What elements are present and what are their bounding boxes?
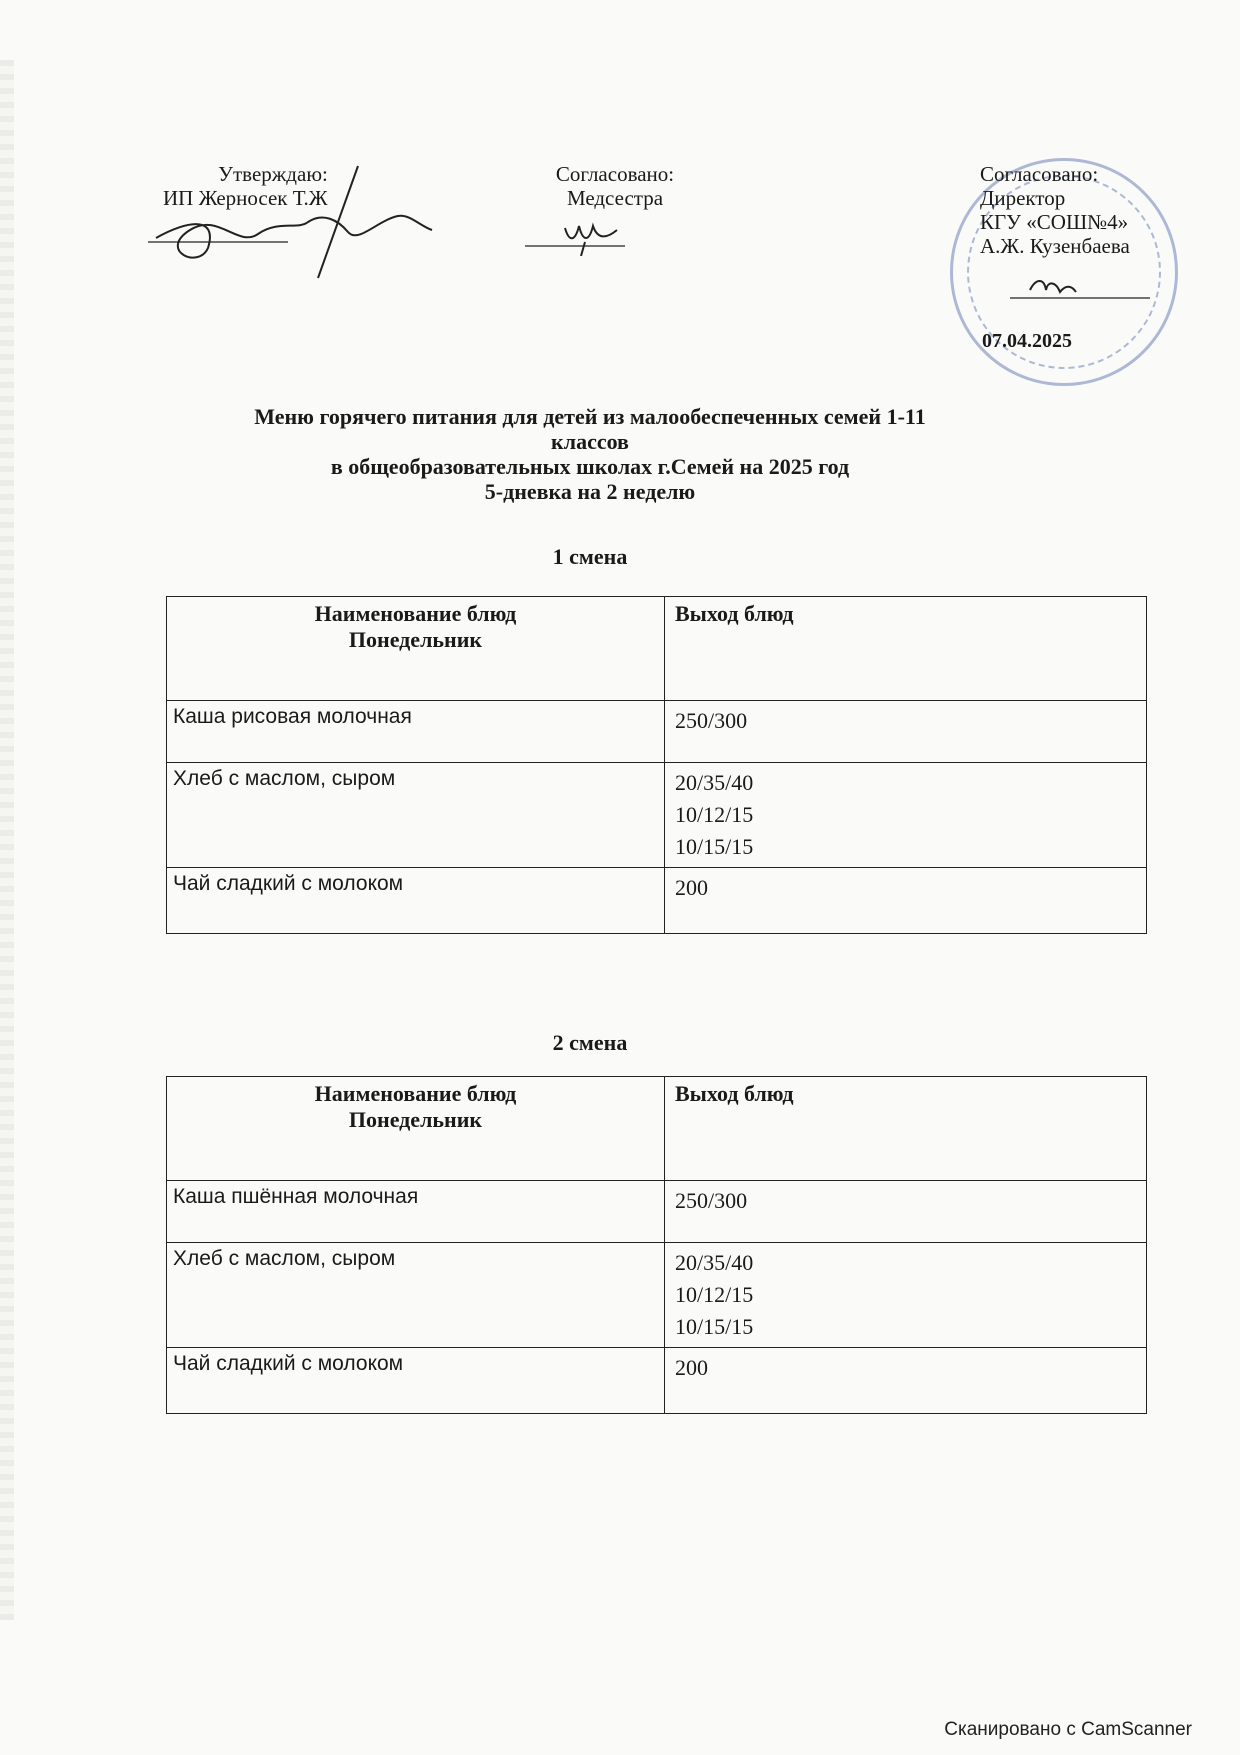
document-title [160, 404, 1020, 504]
menu-table-shift-1 [166, 596, 1147, 934]
header-dish-name: Наименование блюд Понедельник [167, 597, 665, 701]
table-row [167, 1348, 1147, 1414]
title-line-3: в общеобразовательных школах г.Семей на 2025 год [330, 454, 850, 479]
menu-table-shift-2 [166, 1076, 1147, 1414]
dish-output: 250/300 [665, 701, 1147, 763]
scanner-watermark: Сканировано с CamScanner [944, 1719, 1192, 1740]
shift-title: 1 смена [552, 544, 628, 569]
header-output: Выход блюд [665, 597, 1147, 701]
dish-name: Хлеб с маслом, сыром [167, 763, 665, 868]
table-header-row [167, 1077, 1147, 1181]
director-agree-label: Согласовано: [980, 162, 1099, 186]
title-line-2: классов [551, 429, 629, 454]
title-line-1: Меню горячего питания для детей из малообеспеченных семей 1-11 [254, 404, 926, 429]
header-dish-name: Наименование блюд Понедельник [167, 1077, 665, 1181]
approval-date: 07.04.2025 [982, 330, 1072, 352]
dish-output: 200 [665, 1348, 1147, 1414]
nurse-agree-label: Согласовано: [555, 162, 675, 186]
dish-output: 20/35/40 10/12/15 10/15/15 [665, 763, 1147, 868]
title-line-4: 5-дневка на 2 неделю [484, 479, 696, 504]
signature-approver [148, 160, 438, 280]
table-row [167, 763, 1147, 868]
table-row [167, 1181, 1147, 1243]
signature-nurse [525, 212, 635, 256]
director-name: А.Ж. Кузенбаева [980, 234, 1130, 258]
table-header-row [167, 597, 1147, 701]
dish-output: 200 [665, 868, 1147, 934]
dish-name: Чай сладкий с молоком [167, 1348, 665, 1414]
binding-edge [0, 60, 14, 1620]
table-row [167, 1243, 1147, 1348]
approve-label: Утверждаю: [218, 162, 328, 186]
nurse-agreement-block [530, 162, 700, 210]
signature-director [1010, 270, 1150, 302]
dish-name: Каша рисовая молочная [167, 701, 665, 763]
dish-output: 20/35/40 10/12/15 10/15/15 [665, 1243, 1147, 1348]
dish-name: Чай сладкий с молоком [167, 868, 665, 934]
dish-output: 250/300 [665, 1181, 1147, 1243]
header-output: Выход блюд [665, 1077, 1147, 1181]
dish-name: Хлеб с маслом, сыром [167, 1243, 665, 1348]
shift-title: 2 смена [552, 1030, 628, 1055]
table-row [167, 701, 1147, 763]
dish-name: Каша пшённая молочная [167, 1181, 665, 1243]
nurse-role: Медсестра [566, 186, 664, 210]
table-row [167, 868, 1147, 934]
director-org: КГУ «СОШ№4» [980, 210, 1129, 234]
approver-name: ИП Жерносек Т.Ж [163, 186, 328, 210]
director-agreement-block [980, 162, 1160, 258]
director-role: Директор [980, 186, 1066, 210]
